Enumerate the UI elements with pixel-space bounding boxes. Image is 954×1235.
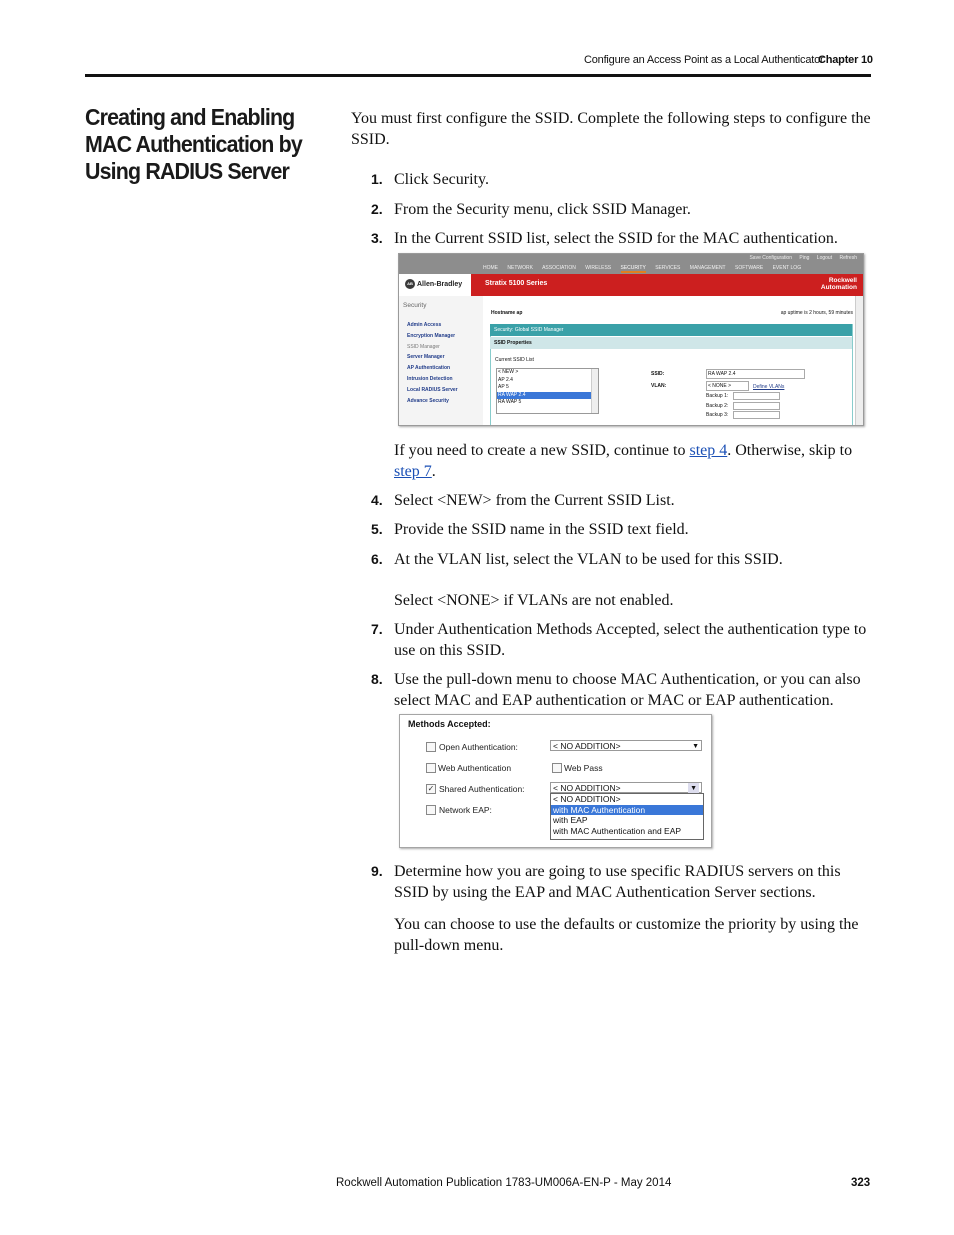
step-text: In the Current SSID list, select the SSID for the MAC authentication. bbox=[394, 230, 838, 247]
backup-2-field[interactable] bbox=[733, 402, 780, 410]
step-9 bbox=[371, 861, 869, 903]
ssid-label: SSID: bbox=[651, 371, 665, 377]
backup-3-label: Backup 3: bbox=[706, 412, 729, 418]
open-auth-label: Open Authentication: bbox=[439, 742, 518, 752]
nav-services[interactable]: SERVICES bbox=[655, 265, 681, 271]
nav-network[interactable]: NETWORK bbox=[507, 265, 533, 271]
ssid-option[interactable]: < NEW > bbox=[498, 369, 519, 375]
sidebar-heading: Security bbox=[403, 302, 427, 309]
dropdown-option[interactable]: with MAC Authentication and EAP bbox=[553, 825, 682, 836]
logout-link[interactable]: Logout bbox=[816, 255, 833, 261]
page-number: 323 bbox=[851, 1177, 871, 1189]
web-auth-checkbox[interactable] bbox=[426, 763, 436, 773]
menu-ap-authentication[interactable]: AP Authentication bbox=[407, 365, 451, 372]
shared-auth-select[interactable] bbox=[550, 782, 702, 793]
step-number: 7. bbox=[371, 621, 383, 637]
step-text: Provide the SSID name in the SSID text field. bbox=[394, 521, 689, 538]
step-number: 9. bbox=[371, 863, 383, 879]
shared-auth-checkbox[interactable]: ✓ bbox=[427, 784, 435, 793]
note-text: If you need to create a new SSID, continue to bbox=[394, 442, 690, 459]
dropdown-option-selected[interactable]: with MAC Authentication bbox=[551, 805, 703, 816]
step-number: 6. bbox=[371, 551, 383, 567]
step-1 bbox=[371, 169, 869, 190]
chevron-down-icon: ▼ bbox=[690, 785, 697, 792]
step-number: 1. bbox=[371, 171, 383, 187]
step-text: Under Authentication Methods Accepted, select the authentication type to use on this SSID. bbox=[394, 621, 867, 659]
step-8 bbox=[371, 669, 869, 711]
dropdown-option[interactable]: < NO ADDITION> bbox=[553, 794, 621, 804]
authentication-dropdown[interactable] bbox=[550, 793, 704, 840]
brand-right-line2: Automation bbox=[820, 284, 857, 291]
header-rule bbox=[85, 74, 871, 77]
ssid-field[interactable]: RA WAP 2.4 bbox=[706, 369, 805, 379]
open-auth-checkbox[interactable] bbox=[426, 742, 436, 752]
web-pass-label: Web Pass bbox=[564, 763, 603, 773]
list-scrollbar[interactable] bbox=[591, 369, 598, 413]
vlan-select[interactable] bbox=[706, 381, 749, 391]
note-vlans: Select <NONE> if VLANs are not enabled. bbox=[394, 592, 674, 609]
ssid-manager-screenshot bbox=[398, 253, 864, 426]
backup-2-label: Backup 2: bbox=[706, 403, 729, 409]
nav-home[interactable]: HOME bbox=[483, 265, 498, 271]
panel-subtitle: SSID Properties bbox=[490, 337, 852, 349]
network-eap-label: Network EAP: bbox=[439, 805, 492, 815]
step-3 bbox=[371, 228, 869, 249]
vlan-value: < NONE > bbox=[708, 383, 732, 389]
network-eap-checkbox[interactable] bbox=[426, 805, 436, 815]
brand-left-text: Allen-Bradley bbox=[417, 281, 463, 288]
dropdown-option[interactable]: with EAP bbox=[553, 815, 588, 826]
vlan-label: VLAN: bbox=[651, 383, 667, 389]
methods-accepted-screenshot bbox=[399, 714, 712, 848]
ssid-option-selected[interactable]: RA WAP 2.4 bbox=[497, 392, 598, 400]
main-nav bbox=[483, 265, 809, 271]
nav-wireless[interactable]: WIRELESS bbox=[585, 265, 612, 271]
refresh-link[interactable]: Refresh bbox=[839, 255, 857, 261]
note-text: . Otherwise, skip to bbox=[727, 442, 853, 459]
panel-title: Security: Global SSID Manager bbox=[490, 324, 852, 336]
menu-admin-access[interactable]: Admin Access bbox=[407, 322, 442, 328]
step-text: Use the pull-down menu to choose MAC Authentication, or you can also select MAC and EAP authentication or MAC or EAP authentication. bbox=[394, 671, 861, 709]
shared-auth-value: < NO ADDITION> bbox=[553, 783, 621, 793]
step-text: Select <NEW> from the Current SSID List. bbox=[394, 492, 675, 509]
allen-bradley-logo bbox=[399, 274, 471, 296]
define-vlans-link[interactable]: Define VLANs bbox=[753, 384, 785, 390]
nav-software[interactable]: SOFTWARE bbox=[735, 265, 764, 271]
menu-ssid-manager[interactable]: SSID Manager bbox=[407, 343, 440, 350]
menu-encryption-manager[interactable]: Encryption Manager bbox=[407, 332, 456, 339]
nav-management[interactable]: MANAGEMENT bbox=[689, 265, 726, 271]
step-6 bbox=[371, 549, 869, 570]
nav-association[interactable]: ASSOCIATION bbox=[542, 265, 576, 271]
open-auth-value: < NO ADDITION> bbox=[553, 741, 621, 751]
menu-intrusion-detection[interactable]: Intrusion Detection bbox=[407, 375, 453, 382]
uptime: ap uptime is 2 hours, 59 minutes bbox=[780, 310, 853, 316]
current-ssid-label: Current SSID List bbox=[495, 357, 534, 363]
menu-local-radius-server[interactable]: Local RADIUS Server bbox=[407, 386, 458, 393]
chevron-down-icon: ▼ bbox=[692, 743, 699, 750]
note-defaults: You can choose to use the defaults or customize the priority by using the pull-down menu. bbox=[394, 916, 859, 954]
web-auth-label: Web Authentication bbox=[438, 763, 512, 773]
shared-auth-label: Shared Authentication: bbox=[439, 784, 525, 794]
ping-link[interactable]: Ping bbox=[799, 255, 810, 261]
top-links bbox=[743, 255, 857, 261]
step-2 bbox=[371, 199, 869, 220]
open-auth-select[interactable] bbox=[550, 740, 702, 751]
step-5 bbox=[371, 519, 869, 540]
hostname: Hostname ap bbox=[491, 310, 523, 316]
note-new-ssid bbox=[394, 440, 870, 482]
step-number: 8. bbox=[371, 671, 383, 687]
step-4 bbox=[371, 490, 869, 511]
ssid-option[interactable]: AP 2.4 bbox=[498, 376, 513, 383]
methods-title: Methods Accepted: bbox=[408, 719, 491, 729]
step-text: From the Security menu, click SSID Manager. bbox=[394, 201, 691, 218]
ssid-option[interactable]: AP 5 bbox=[498, 384, 509, 390]
nav-security[interactable]: SECURITY bbox=[620, 265, 646, 271]
chapter-label: Chapter 10 bbox=[818, 54, 873, 66]
menu-server-manager[interactable]: Server Manager bbox=[407, 354, 445, 361]
step-number: 5. bbox=[371, 521, 383, 537]
step-7-link[interactable]: step 7 bbox=[394, 463, 432, 480]
menu-advance-security[interactable]: Advance Security bbox=[407, 397, 449, 404]
backup-3-field[interactable] bbox=[733, 411, 780, 419]
step-text: Click Security. bbox=[394, 171, 489, 188]
step-7 bbox=[371, 619, 869, 661]
step-number: 4. bbox=[371, 492, 383, 508]
section-title: Creating and Enabling MAC Authentication by Using RADIUS Server bbox=[85, 104, 302, 184]
intro-paragraph: You must first configure the SSID. Complete the following steps to configure the SSID. bbox=[351, 110, 871, 148]
publication-footer: Rockwell Automation Publication 1783-UM006A-EN-P - May 2014 bbox=[336, 1177, 672, 1189]
step-4-link[interactable]: step 4 bbox=[689, 442, 728, 459]
backup-1-field[interactable] bbox=[733, 392, 780, 400]
backup-1-label: Backup 1: bbox=[706, 393, 729, 399]
page-scrollbar[interactable] bbox=[855, 296, 863, 425]
current-ssid-list[interactable] bbox=[496, 368, 599, 414]
step-number: 2. bbox=[371, 201, 383, 217]
note-text: . bbox=[431, 463, 436, 480]
save-configuration-link[interactable]: Save Configuration bbox=[749, 255, 792, 261]
running-title: Configure an Access Point as a Local Authenticator bbox=[584, 54, 824, 66]
security-menu bbox=[407, 320, 458, 406]
ssid-option[interactable]: RA WAP 5 bbox=[498, 399, 522, 405]
ab-logo-icon: AB bbox=[405, 279, 415, 289]
web-pass-checkbox[interactable] bbox=[552, 763, 562, 773]
step-text: At the VLAN list, select the VLAN to be used for this SSID. bbox=[394, 551, 783, 568]
series-title: Stratix 5100 Series bbox=[485, 280, 548, 287]
step-number: 3. bbox=[371, 230, 383, 246]
step-text: Determine how you are going to use specific RADIUS servers on this SSID by using the EAP and MAC Authentication Server sections. bbox=[394, 863, 841, 901]
nav-event-log[interactable]: EVENT LOG bbox=[772, 265, 802, 271]
rockwell-logo bbox=[821, 277, 857, 291]
brand-right-line1: Rockwell bbox=[828, 277, 857, 284]
